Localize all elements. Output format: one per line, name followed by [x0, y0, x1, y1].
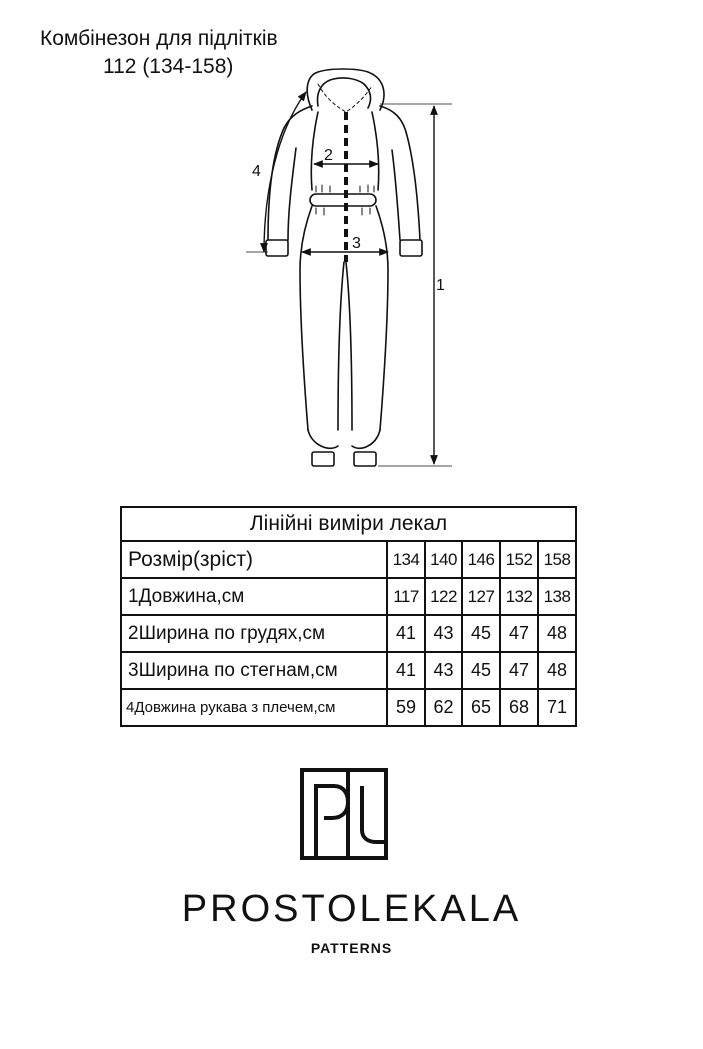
table-cell: 45	[462, 652, 500, 689]
table-cell: 68	[500, 689, 538, 726]
measurements-table	[120, 506, 577, 727]
table-row	[121, 615, 576, 652]
size-158: 158	[538, 541, 576, 578]
table-row	[121, 652, 576, 689]
table-row	[121, 578, 576, 615]
dim-label-sleeve: 4	[252, 163, 261, 180]
table-cell: 47	[500, 615, 538, 652]
table-cell: 59	[387, 689, 425, 726]
table-cell: 43	[425, 652, 462, 689]
garment-title: Комбінезон для підлітків	[40, 27, 278, 50]
brand-tagline: PATTERNS	[310, 940, 393, 956]
jumpsuit-sketch	[0, 0, 703, 480]
size-140: 140	[425, 541, 462, 578]
brand-logo-icon	[300, 768, 388, 860]
table-title-row	[121, 507, 576, 541]
table-cell: 127	[462, 578, 500, 615]
table-cell: 41	[387, 652, 425, 689]
table-cell: 138	[538, 578, 576, 615]
row-label-chest: 2Ширина по грудях,см	[121, 615, 387, 652]
table-cell: 132	[500, 578, 538, 615]
brand-name: PROSTOLEKALA	[181, 888, 522, 930]
table-row	[121, 689, 576, 726]
size-header: Розмір(зріст)	[121, 541, 387, 578]
table-cell: 48	[538, 615, 576, 652]
dim-label-length: 1	[436, 277, 445, 294]
size-146: 146	[462, 541, 500, 578]
table-cell: 122	[425, 578, 462, 615]
table-cell: 48	[538, 652, 576, 689]
size-range: 112 (134-158)	[103, 55, 234, 78]
size-134: 134	[387, 541, 425, 578]
table-cell: 117	[387, 578, 425, 615]
size-152: 152	[500, 541, 538, 578]
size-header-row	[121, 541, 576, 578]
row-label-length: 1Довжина,см	[121, 578, 387, 615]
row-label-hips: 3Ширина по стегнам,см	[121, 652, 387, 689]
dim-label-hips: 3	[352, 235, 361, 252]
table-cell: 43	[425, 615, 462, 652]
table-cell: 45	[462, 615, 500, 652]
table-cell: 71	[538, 689, 576, 726]
table-cell: 41	[387, 615, 425, 652]
table-cell: 47	[500, 652, 538, 689]
row-label-sleeve: 4Довжина рукава з плечем,см	[121, 689, 387, 726]
table-cell: 65	[462, 689, 500, 726]
table-title: Лінійні виміри лекал	[121, 507, 576, 541]
dim-label-chest: 2	[324, 147, 333, 164]
table-cell: 62	[425, 689, 462, 726]
